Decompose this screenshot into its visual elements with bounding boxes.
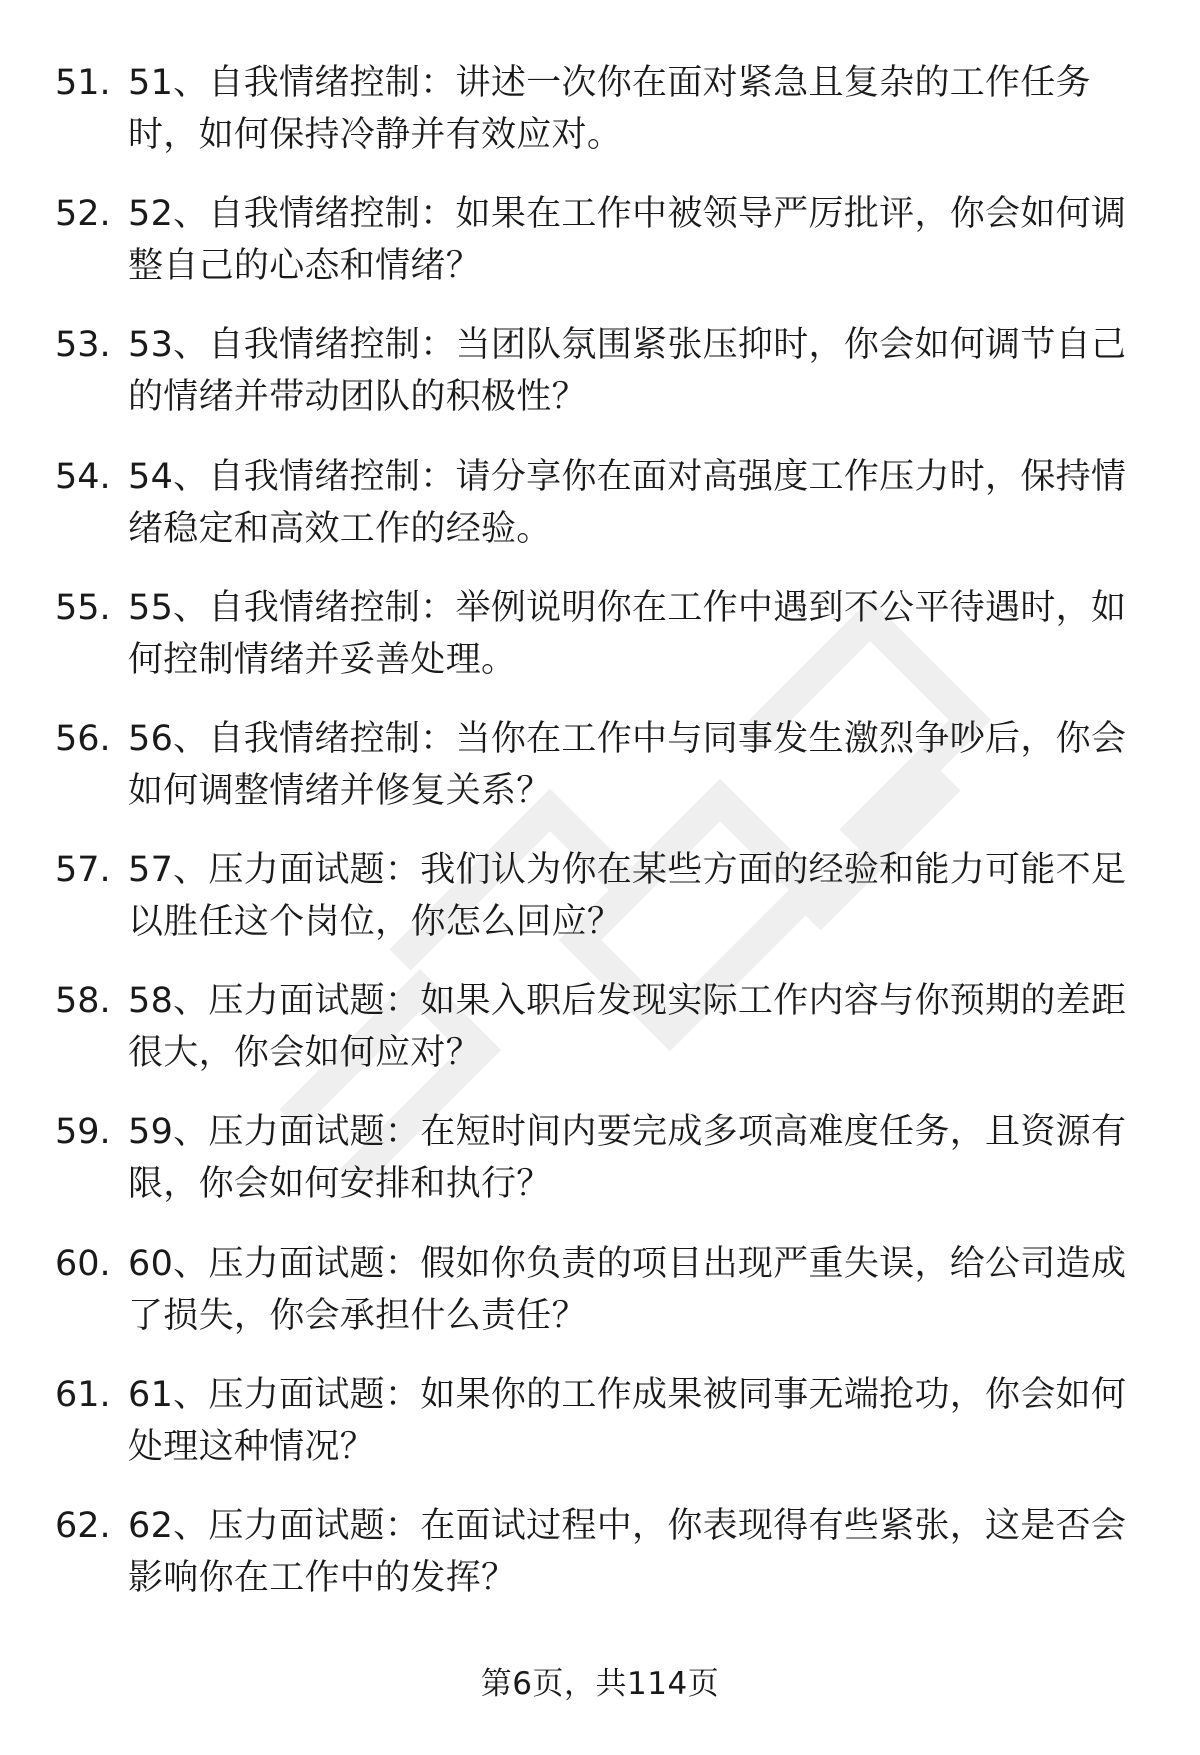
- question-text: 57、压力面试题：我们认为你在某些方面的经验和能力可能不足以胜任这个岗位，你怎么回应？: [128, 850, 1127, 942]
- question-item: [0, 582, 1200, 692]
- question-text: 61、压力面试题：如果你的工作成果被同事无端抢功，你会如何处理这种情况？: [128, 1375, 1127, 1467]
- question-item: [0, 1106, 1200, 1216]
- question-text: 56、自我情绪控制：当你在工作中与同事发生激烈争吵后，你会如何调整情绪并修复关系？: [128, 719, 1127, 811]
- question-item: [0, 57, 1200, 167]
- question-text: 54、自我情绪控制：请分享你在面对高强度工作压力时，保持情绪稳定和高效工作的经验。: [128, 457, 1127, 549]
- question-item: [0, 844, 1200, 954]
- question-text: 52、自我情绪控制：如果在工作中被领导严厉批评，你会如何调整自己的心态和情绪？: [128, 194, 1127, 286]
- question-item: [0, 188, 1200, 298]
- question-text: 58、压力面试题：如果入职后发现实际工作内容与你预期的差距很大，你会如何应对？: [128, 981, 1127, 1073]
- question-item: [0, 975, 1200, 1085]
- question-number: 53.: [55, 325, 111, 365]
- question-item: [0, 1238, 1200, 1348]
- question-number: 62.: [55, 1506, 111, 1546]
- question-number: 60.: [55, 1244, 111, 1284]
- question-number: 52.: [55, 194, 111, 234]
- question-number: 55.: [55, 588, 111, 628]
- question-number: 54.: [55, 457, 111, 497]
- question-text: 59、压力面试题：在短时间内要完成多项高难度任务，且资源有限，你会如何安排和执行？: [128, 1112, 1127, 1204]
- question-item: [0, 713, 1200, 823]
- question-text: 51、自我情绪控制：讲述一次你在面对紧急且复杂的工作任务时，如何保持冷静并有效应对。: [128, 63, 1091, 155]
- question-item: [0, 1500, 1200, 1610]
- question-text: 60、压力面试题：假如你负责的项目出现严重失误，给公司造成了损失，你会承担什么责任？: [128, 1244, 1127, 1336]
- question-number: 57.: [55, 850, 111, 890]
- question-item: [0, 451, 1200, 561]
- question-number: 59.: [55, 1112, 111, 1152]
- question-text: 53、自我情绪控制：当团队氛围紧张压抑时，你会如何调节自己的情绪并带动团队的积极性？: [128, 325, 1127, 417]
- question-item: [0, 1369, 1200, 1479]
- question-number: 51.: [55, 63, 111, 103]
- question-number: 56.: [55, 719, 111, 759]
- page-number-label: 第6页，共114页: [480, 1666, 720, 1702]
- question-number: 61.: [55, 1375, 111, 1415]
- question-number: 58.: [55, 981, 111, 1021]
- question-item: [0, 319, 1200, 429]
- question-text: 62、压力面试题：在面试过程中，你表现得有些紧张，这是否会影响你在工作中的发挥？: [128, 1506, 1127, 1598]
- question-text: 55、自我情绪控制：举例说明你在工作中遇到不公平待遇时，如何控制情绪并妥善处理。: [128, 588, 1127, 680]
- page-footer: [0, 1662, 1200, 1706]
